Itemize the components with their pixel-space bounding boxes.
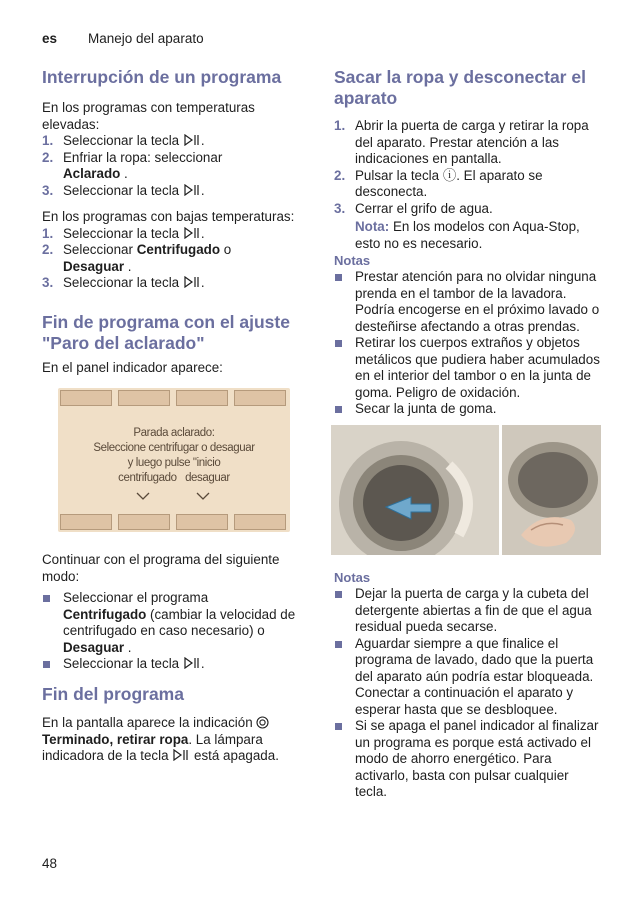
list-item	[334, 335, 600, 401]
continue-text: Continuar con el programa del siguiente modo:	[42, 552, 280, 584]
item-text: Seleccionar el programa	[63, 590, 209, 605]
item-text: Retirar los cuerpos extraños y objetos metálicos que pudiera haber acumulados en el interior del tambor o en la junta de goma. Peligro de oxidación.	[355, 335, 600, 400]
item-text: Dejar la puerta de carga y la cubeta del detergente abiertas a fin de que el agua residual pueda secarse.	[355, 586, 592, 634]
step-item	[42, 150, 312, 183]
notas-list	[334, 269, 600, 418]
display-option-desaguar: desaguar	[185, 472, 230, 484]
list-item	[334, 636, 600, 719]
step-item	[334, 201, 598, 218]
program-name: Aclarado	[63, 166, 121, 181]
step-number: 2.	[42, 242, 54, 257]
display-line: Seleccione centrifugar o desaguar	[93, 442, 255, 454]
step-number: 1.	[334, 118, 346, 133]
text: . La lámpara indicadora de la tecla	[42, 731, 263, 763]
step-number: 2.	[334, 167, 346, 183]
start-pause-icon	[183, 276, 201, 288]
list-item	[334, 269, 600, 335]
display-key	[118, 514, 170, 530]
step-text: Seleccionar	[63, 242, 137, 257]
nota-item	[334, 219, 598, 252]
section-title: Manejo del aparato	[88, 31, 204, 46]
washing-machine-door-illustration	[331, 425, 601, 555]
display-intro: En el panel indicador aparece:	[42, 360, 223, 375]
item-text: (cambiar la velocidad de centrifugado en caso necesario) o	[63, 606, 296, 638]
heading-sacar-ropa	[334, 67, 609, 109]
step-item	[334, 168, 598, 201]
item-text: .	[124, 639, 132, 655]
step-number: 3.	[334, 200, 346, 216]
bullet-square	[42, 590, 63, 656]
step-text: Seleccionar la tecla	[63, 275, 180, 290]
status-message: Terminado, retirar ropa	[42, 731, 189, 747]
bullet-square	[334, 401, 355, 418]
item-text: Si se apaga el panel indicador al finalizar un programa es porque está activado el modo de ahorro energético. Para activarlo, basta con pulsar cualquier tecla.	[355, 718, 599, 799]
list-item: Seleccionar la tecla .	[42, 656, 310, 673]
list-item	[42, 590, 310, 656]
display-key	[60, 390, 112, 406]
step-text: Enfriar la ropa: seleccionar	[63, 149, 223, 165]
notas-label: Notas	[334, 570, 371, 585]
nota-text: En los modelos con Aqua-Stop, esto no es necesario.	[355, 219, 580, 251]
text: está apagada.	[194, 748, 279, 763]
step-item	[334, 118, 598, 168]
heading-interrupcion: Interrupción de un programa	[42, 67, 282, 87]
program-name: Desaguar	[63, 258, 125, 274]
finish-icon	[256, 716, 269, 729]
display-line: y luego pulse "inicio	[127, 457, 221, 469]
item-text: Seleccionar la tecla	[63, 656, 180, 671]
language-code: es	[42, 31, 58, 46]
step-text: Cerrar el grifo de agua.	[355, 200, 493, 216]
list-item	[334, 401, 600, 418]
display-option-centrifugado: centrifugado	[118, 472, 177, 484]
heading-line: Fin de programa con el ajuste	[42, 312, 290, 332]
nota-label: Nota:	[355, 219, 390, 234]
intro-low-temp: En los programas con bajas temperaturas:	[42, 209, 295, 224]
display-line: Parada aclarado:	[133, 427, 215, 439]
interrupcion-block	[42, 100, 312, 292]
step-number: 1.	[42, 225, 54, 241]
step-text: Abrir la puerta de carga y retirar la ropa del aparato. Prestar atención a las indicaciones en pantalla.	[355, 118, 589, 166]
start-pause-icon	[183, 134, 201, 146]
continue-list	[42, 590, 310, 673]
step-number: 3.	[42, 182, 54, 198]
display-key	[118, 390, 170, 406]
display-key	[176, 514, 228, 530]
fin-programa-text	[42, 715, 317, 765]
bullet-square	[334, 586, 355, 636]
item-text: Prestar atención para no olvidar ninguna prenda en el tambor de la lavadora. Podría encogerse en el próximo lavado o desteñirse afectando a otras prendas.	[355, 269, 600, 334]
bullet-square	[334, 335, 355, 401]
heading-fin-programa: Fin del programa	[42, 684, 184, 704]
sacar-steps	[334, 118, 598, 252]
display-key	[234, 390, 286, 406]
heading-line: "Paro del aclarado"	[42, 333, 205, 353]
notas-label: Notas	[334, 253, 371, 268]
heading-line: Sacar la ropa y desconectar el	[334, 67, 586, 87]
list-item	[334, 718, 600, 801]
step-suffix: .	[124, 258, 132, 274]
step-connector: o	[220, 242, 232, 257]
notas-list	[334, 586, 600, 801]
bullet-square	[334, 636, 355, 719]
program-name: Desaguar	[63, 639, 125, 655]
step-item: 3. Seleccionar la tecla .	[42, 182, 205, 198]
step-suffix: .	[120, 166, 128, 181]
step-number: 1.	[42, 133, 54, 148]
step-number: 2.	[42, 149, 54, 165]
bullet-square	[42, 656, 63, 673]
intro-high-temp: En los programas con temperaturas elevadas:	[42, 100, 255, 132]
display-key	[234, 514, 286, 530]
display-key	[176, 390, 228, 406]
program-name: Centrifugado	[136, 242, 221, 257]
page-number: 48	[42, 856, 58, 871]
step-text: Seleccionar la tecla	[63, 133, 180, 148]
start-pause-icon	[183, 657, 201, 669]
step-text: Seleccionar la tecla	[63, 225, 180, 241]
chevron-down-icon	[196, 491, 210, 501]
bullet-square	[334, 718, 355, 801]
program-name: Centrifugado	[63, 606, 147, 622]
item-text: Aguardar siempre a que finalice el programa de lavado, dado que la puerta del aparato aún podría estar bloqueada. Conectar a continuación el aparato y esperar hasta que se desbloquee.	[355, 635, 594, 717]
bullet-square	[334, 269, 355, 335]
step-item: 3. Seleccionar la tecla .	[42, 275, 205, 290]
step-item	[42, 242, 312, 275]
start-pause-icon	[183, 184, 201, 196]
chevron-down-icon	[136, 491, 150, 501]
step-item: 1. Seleccionar la tecla .	[42, 133, 205, 148]
step-number: 3.	[42, 275, 54, 290]
display-panel	[58, 388, 290, 532]
item-text: Secar la junta de goma.	[355, 401, 497, 416]
display-key	[60, 514, 112, 530]
display-line	[58, 471, 290, 486]
list-item	[334, 586, 600, 636]
text: En la pantalla aparece la indicación	[42, 715, 253, 730]
step-text: Pulsar la tecla ⓘ. El aparato se desconecta.	[355, 167, 543, 199]
step-item: 1. Seleccionar la tecla .	[42, 225, 205, 241]
step-text: Seleccionar la tecla	[63, 182, 180, 198]
heading-line: aparato	[334, 88, 398, 108]
start-pause-icon	[183, 227, 201, 239]
heading-fin-aclarado	[42, 312, 317, 354]
start-pause-icon	[172, 749, 190, 761]
